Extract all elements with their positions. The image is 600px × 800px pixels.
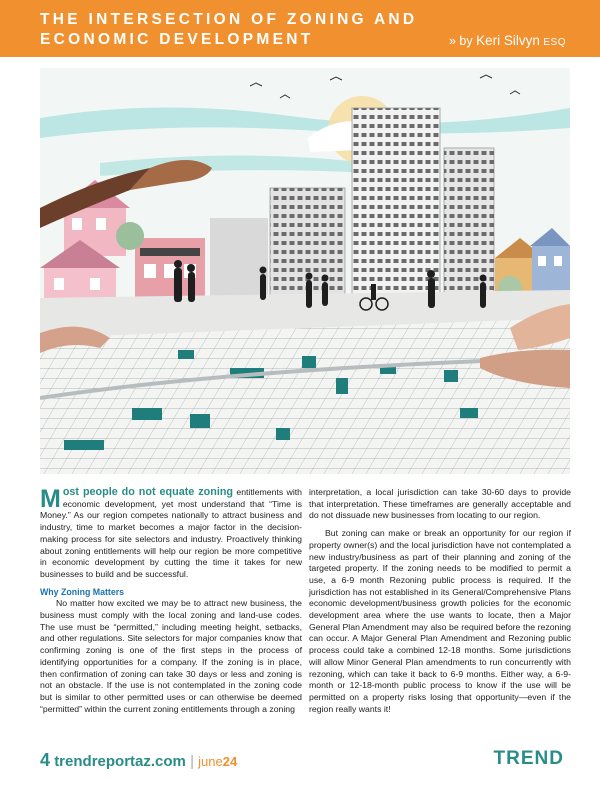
author-name: Keri Silvyn <box>476 33 540 48</box>
lede-phrase: ost people do not equate zoning <box>62 486 234 498</box>
issue-year: 24 <box>222 754 238 769</box>
author-credential: ESQ <box>543 37 566 48</box>
body-paragraph: interpretation, a local jurisdiction can take 30-60 days to provide that interpretation. These timeframes are generally acceptable and do not dissuade new businesses from locating to our region. <box>309 487 571 521</box>
body-paragraph: But zoning can make or break an opportunity for our region if property owner(s) and the local jurisdiction have not contemplated a new industry/business as part of their planning and zoning of the targeted property. If the zoning needs to be modified to permit a use, a 6-9 month Rezoning public process is required. If the jurisdiction has not established in its General/Comprehensive Plans economic development/business growth policies for the economic development area where the use wants to locate, then a Major General Plan Amendment may also be required before the rezoning can occur. A Major General Plan Amendment and Rezoning public process could take a combined 12-18 months. Some jurisdictions will allow Minor General Plan amendments to run concurrently with rezoning, which can take it back to 6-9 months. Either way, a 6-9-month or 12-18-month public process to know if the use will be permitted on a property risks losing that opportunity—even if the region really wants it! <box>309 528 571 714</box>
article-column-left <box>40 487 302 715</box>
intro-paragraph <box>40 487 302 581</box>
page-number: 4 <box>40 750 51 770</box>
issue-month: june <box>198 754 223 769</box>
footer-separator: | <box>190 753 194 770</box>
drop-cap: M <box>40 485 61 513</box>
byline-prefix: » by <box>448 34 473 48</box>
section-heading-why-zoning-matters: Why Zoning Matters <box>40 586 125 597</box>
article-column-right <box>309 487 571 715</box>
zoning-collage-image <box>40 68 570 474</box>
feature-illustration <box>40 68 570 474</box>
site-link[interactable]: trendreportaz.com <box>54 753 186 770</box>
brand-logo: TREND <box>493 748 564 769</box>
article-title: THE INTERSECTION OF ZONING AND ECONOMIC DEVELOPMENT <box>40 11 418 48</box>
intro-paragraph-text: entitlements with economic development, yet most understand that “Time is Money.” As our region competes nationally to attract business and industry, time to market becomes a major factor in the decision-making process for site selectors and industry. Proactively thinking about zoning entitlements will help our region be more competitive in economic development by cutting the time it takes for new businesses to build and be successful. <box>40 487 302 579</box>
byline <box>449 33 566 48</box>
body-paragraph: No matter how excited we may be to attract new business, the business must comply with the local zoning and land-use codes. The use must be “permitted,” including meeting height, setbacks, and other regulations. Site selectors for major companies know that confirming zoning is one of the first steps in the process of identifying opportunities for a company. If the zoning is in place, then confirmation of zoning can take 30 days or less and zoning is not an obstacle. If the use is not contemplated in the zoning code but is similar to other permitted uses or can otherwise be deemed “permitted” within the current zoning entitlements through a zoning <box>40 598 302 714</box>
article-header-banner <box>0 0 600 57</box>
page-footer <box>40 750 237 771</box>
